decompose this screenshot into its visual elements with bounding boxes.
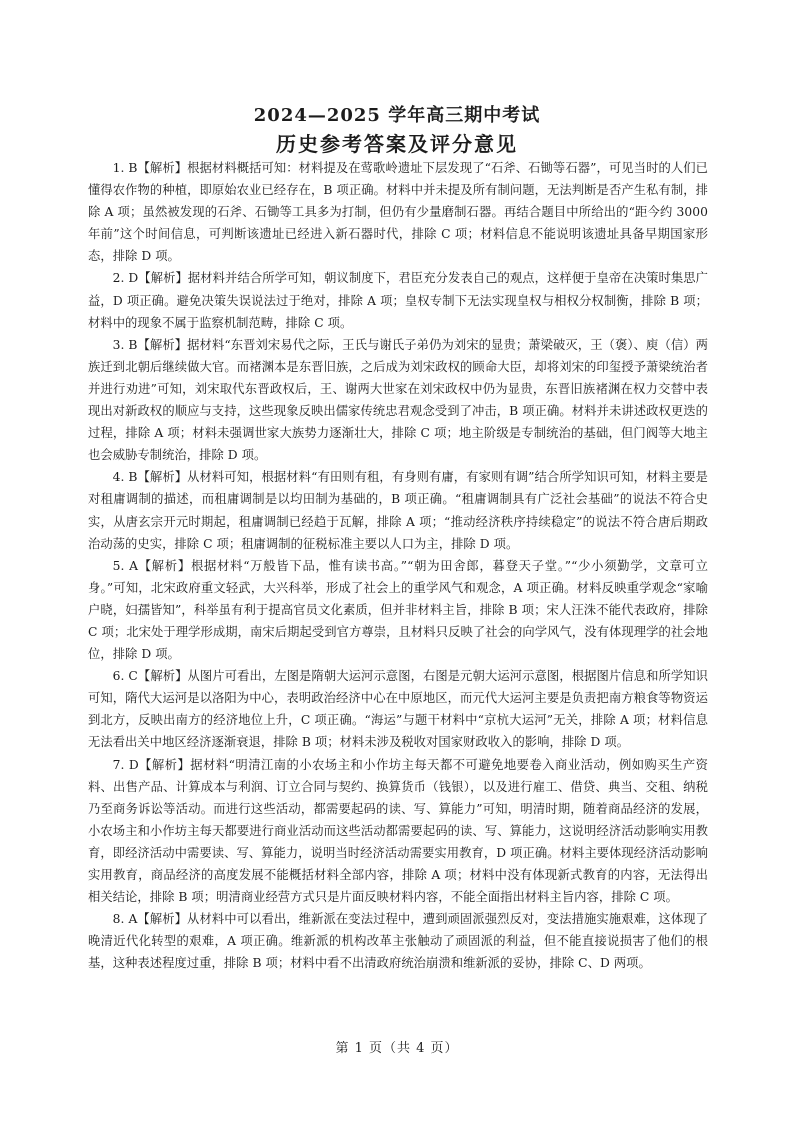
page-number: 第 1 页（共 4 页）: [335, 1041, 459, 1056]
answer-item-8: 8. A【解析】从材料中可以看出，维新派在变法过程中，遭到顽固派强烈反对，变法措施实施艰难，这体现了晚清近代化转型的艰难，A 项正确。维新派的机构改革主张触动了顽固派的利益，但不能直接说损害了他们的根基，这种表述程度过重，排除 B 项；材料中看不出清政府统治崩溃和维新派的妥协，排除 C、D 两项。: [88, 912, 708, 971]
answer-item-5: 5. A【解析】根据材料“万般皆下品，惟有读书高。”“朝为田舍郎，暮登天子堂。”“少小须勤学，文章可立身。”可知，北宋政府重文轻武，大兴科举，形成了社会上的重学风气和观念，A 项正确。材料反映重学观念“家喻户晓，妇孺皆知”，科举虽有利于提高官员文化素质，但并非材料主旨，排除 B 项；宋人汪洙不能代表政府，排除 C 项；北宋处于理学形成期，南宋后期起受到官方尊崇，且材料只反映了社会的向学风气，没有体现理学的社会地位，排除 D 项。: [88, 558, 708, 662]
answer-item-2: 2. D【解析】据材料并结合所学可知，朝议制度下，君臣充分发表自己的观点，这样便于皇帝在决策时集思广益，D 项正确。避免决策失误说法过于绝对，排除 A 项；皇权专制下无法实现皇权与相权分权制衡，排除 B 项；材料中的现象不属于监察机制范畴，排除 C 项。: [88, 271, 708, 330]
answer-item-6: 6. C【解析】从图片可看出，左图是隋朝大运河示意图，右图是元朝大运河示意图，根据图片信息和所学知识可知，隋代大运河是以洛阳为中心，表明政治经济中心在中原地区，而元代大运河主要是负责把南方粮食等物资运到北方，反映出南方的经济地位上升，C 项正确。“海运”与题干材料中“京杭大运河”无关，排除 A 项；材料信息无法看出关中地区经济逐渐衰退，排除 B 项；材料未涉及税收对国家财政收入的影响，排除 D 项。: [88, 669, 708, 750]
answer-item-1: 1. B【解析】根据材料概括可知：材料提及在莺歌岭遗址下层发现了“石斧、石锄等石器”，可见当时的人们已懂得农作物的种植，即原始农业已经存在，B 项正确。材料中并未提及所有制问题，无法判断是否产生私有制，排除 A 项；虽然被发现的石斧、石锄等工具多为打制，但仍有少量磨制石器。再结合题目中所给出的“距今约 3000 年前”这个时间信息，可判断该遗址已经进入新石器时代，排除 C 项；材料信息不能说明该遗址具备早期国家形态，排除 D 项。: [88, 161, 708, 264]
answer-list: [88, 157, 708, 974]
exam-title: 2024—2025 学年高三期中考试: [253, 105, 541, 126]
answer-item-3: 3. B【解析】据材料“东晋刘宋易代之际，王氏与谢氏子弟仍为刘宋的显贵；萧梁破灭，王（褒）、庾（信）两族迁到北朝后继续做大官。而褚渊本是东晋旧族，之后成为刘宋政权的顾命大臣，却将刘宋的印玺授予萧梁统治者并进行劝进”可知，刘宋取代东晋政权后，王、谢两大世家在刘宋政权中仍为显贵，东晋旧族褚渊在权力交替中表现出对新政权的顺应与支持，这些现象反映出儒家传统忠君观念受到了冲击，B 项正确。材料并未讲述政权更迭的过程，排除 A 项；材料未强调世家大族势力逐渐壮大，排除 C 项；地主阶级是专制统治的基础，但门阀等大地主也会威胁专制统治，排除 D 项。: [88, 337, 708, 463]
exam-subtitle: 历史参考答案及评分意见: [276, 132, 518, 156]
answer-item-4: 4. B【解析】从材料可知，根据材料“有田则有租，有身则有庸，有家则有调”结合所学知识可知，材料主要是对租庸调制的描述，而租庸调制是以均田制为基础的，B 项正确。“租庸调制具有广泛社会基础”的说法不符合史实，从唐玄宗开元时期起，租庸调制已经趋于瓦解，排除 A 项；“推动经济秩序持续稳定”的说法不符合唐后期政治动荡的史实，排除 C 项；租庸调制的征税标准主要以人口为主，排除 D 项。: [88, 470, 708, 551]
answer-item-7: 7. D【解析】据材料“明清江南的小农场主和小作坊主每天都不可避免地要卷入商业活动，例如购买生产资料、出售产品、计算成本与利润、订立合同与契约、换算货币（钱银），以及进行雇工、借贷、典当、交租、纳税乃至商务诉讼等活动。而进行这些活动，都需要起码的读、写、算能力”可知，明清时期，随着商品经济的发展，小农场主和小作坊主每天都要进行商业活动而这些活动都需要起码的读、写、算能力，这说明经济活动影响实用教育，即经济活动中需要读、写、算能力，说明当时经济活动需要实用教育，D 项正确。材料主要体现经济活动影响实用教育，商品经济的高度发展不能概括材料全部内容，排除 A 项；材料中没有体现新式教育的内容，无法得出相关结论，排除 B 项；明清商业经营方式只是片面反映材料内容，不能全面指出材料主旨内容，排除 C 项。: [88, 757, 708, 905]
